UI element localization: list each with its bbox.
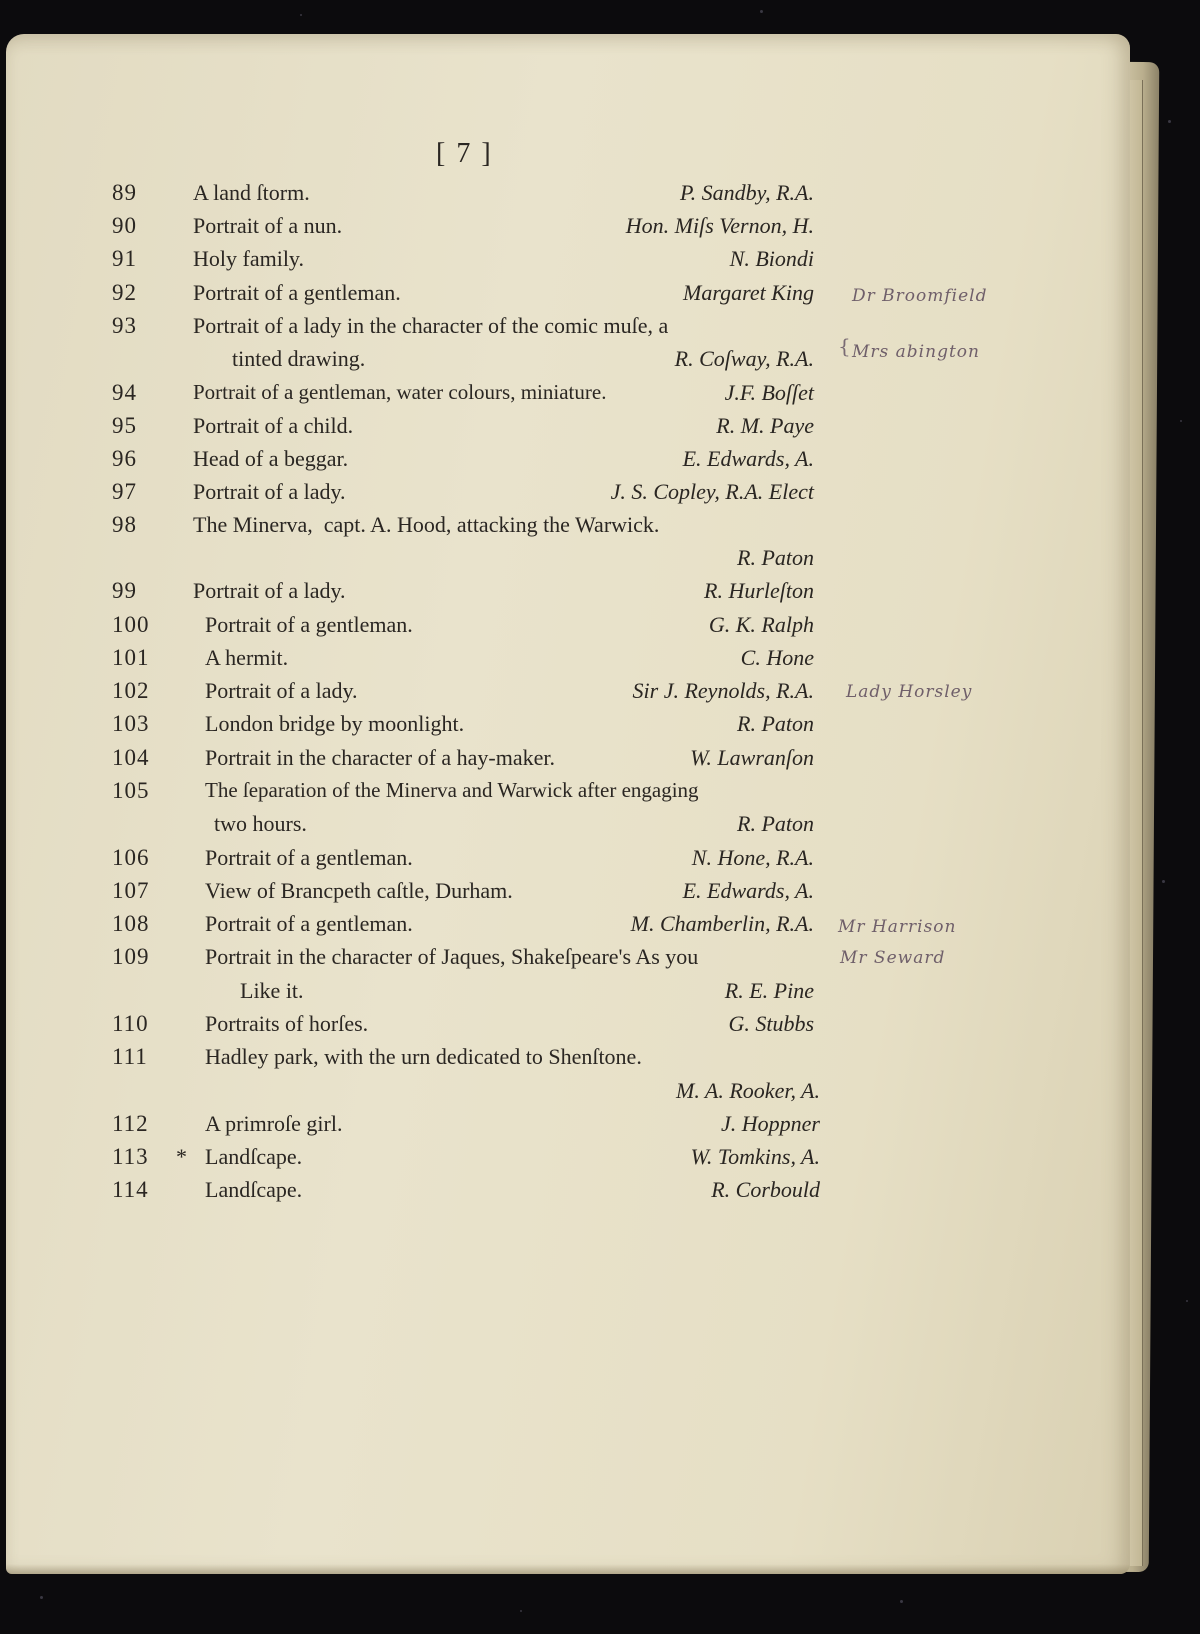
entry-title: A hermit.: [205, 645, 289, 670]
entry-artist: R. Coſway, R.A.: [674, 346, 814, 371]
catalogue-entry: [0, 246, 1200, 280]
brace-mark: {: [838, 334, 851, 358]
catalogue-entry: [0, 612, 1200, 646]
entry-number: 108: [112, 911, 150, 936]
entry-title: The ſeparation of the Minerva and Warwick after engaging: [205, 778, 699, 802]
catalogue-entry: [0, 446, 1200, 480]
catalogue-entry: [0, 413, 1200, 447]
catalogue-entry: [0, 678, 1200, 712]
entry-number: 99: [112, 578, 137, 603]
entry-title: Portrait of a gentleman, water colours, miniature.: [193, 380, 607, 404]
entry-artist: P. Sandby, R.A.: [679, 180, 814, 205]
catalogue-entry: [0, 745, 1200, 779]
entry-artist: W. Tomkins, A.: [690, 1144, 820, 1169]
handwritten-note: Mr Seward: [840, 948, 946, 968]
entry-artist: N. Biondi: [729, 246, 814, 271]
entry-artist: R. Paton: [737, 711, 814, 736]
entry-title: Portrait of a gentleman.: [205, 612, 413, 637]
entry-title: Portrait of a lady.: [193, 578, 346, 603]
entry-artist: W. Lawranſon: [690, 745, 814, 770]
catalogue-entry: [0, 845, 1200, 879]
entry-number: 102: [112, 678, 150, 703]
entry-number: 104: [112, 745, 150, 770]
entry-title: Portrait of a gentleman.: [193, 280, 401, 305]
entry-artist: N. Hone, R.A.: [691, 845, 814, 870]
entry-number: 97: [112, 479, 137, 504]
entry-artist: Hon. Miſs Vernon, H.: [625, 213, 814, 238]
entry-artist: Sir J. Reynolds, R.A.: [632, 678, 814, 703]
catalogue-entry: [0, 711, 1200, 745]
catalogue-entry: [0, 944, 1200, 978]
entry-artist: R. Paton: [737, 545, 814, 570]
catalogue-entry-continued: [0, 545, 1200, 579]
entry-title: Portrait of a lady.: [205, 678, 358, 703]
entry-number: 98: [112, 512, 137, 537]
page-number: [ 7 ]: [436, 138, 493, 169]
entry-number: 100: [112, 612, 150, 637]
entry-number: 92: [112, 280, 137, 305]
catalogue-entry: [0, 1044, 1200, 1078]
entry-number: 103: [112, 711, 150, 736]
handwritten-note: Mrs abington: [852, 342, 980, 362]
catalogue-entry: [0, 180, 1200, 214]
entry-title: A land ſtorm.: [193, 180, 310, 205]
catalogue-entry: [0, 778, 1200, 812]
entry-number: 114: [112, 1177, 149, 1202]
catalogue-entry: [0, 1111, 1200, 1145]
entry-artist: E. Edwards, A.: [682, 446, 814, 471]
handwritten-note: Dr Broomfield: [852, 286, 988, 306]
entry-title: Hadley park, with the urn dedicated to Shenſtone.: [205, 1044, 642, 1069]
entry-title-continued: two hours.: [214, 811, 307, 836]
entry-number: 95: [112, 413, 137, 438]
catalogue-entry-continued: [0, 1078, 1200, 1112]
catalogue-entry: [0, 911, 1200, 945]
catalogue-entry: [0, 280, 1200, 314]
entry-number: 112: [112, 1111, 149, 1136]
entry-title: View of Brancpeth caſtle, Durham.: [205, 878, 513, 903]
catalogue-entry: [0, 380, 1200, 414]
entry-number: 106: [112, 845, 150, 870]
entry-artist: R. E. Pine: [724, 978, 814, 1003]
entry-title: Portrait of a lady in the character of the comic muſe, a: [193, 313, 669, 338]
handwritten-note: Mr Harrison: [838, 917, 957, 937]
entry-artist: J. Hoppner: [721, 1111, 820, 1136]
entry-artist: R. Corbould: [711, 1177, 820, 1202]
catalogue-entry: [0, 512, 1200, 546]
asterisk-mark: *: [176, 1144, 187, 1169]
entry-number: 90: [112, 213, 137, 238]
entry-artist: R. M. Paye: [716, 413, 814, 438]
entry-number: 109: [112, 944, 150, 969]
entry-artist: R. Hurleſton: [704, 578, 814, 603]
entry-number: 94: [112, 380, 137, 405]
entry-number: 105: [112, 778, 150, 803]
entry-artist: E. Edwards, A.: [682, 878, 814, 903]
entry-artist: G. K. Ralph: [708, 612, 814, 637]
entry-artist: J. S. Copley, R.A. Elect: [610, 479, 814, 504]
entry-artist: C. Hone: [740, 645, 814, 670]
catalogue-entry: [0, 313, 1200, 347]
catalogue-entry: [0, 213, 1200, 247]
entry-title-continued: Like it.: [240, 978, 304, 1003]
entry-number: 113: [112, 1144, 149, 1169]
entry-title: Portrait in the character of Jaques, Shakeſpeare's As you: [205, 944, 699, 969]
entry-number: 110: [112, 1011, 149, 1036]
entry-title: Portrait of a gentleman.: [205, 845, 413, 870]
entry-artist: M. A. Rooker, A.: [676, 1078, 820, 1103]
entry-number: 96: [112, 446, 137, 471]
entry-title: A primroſe girl.: [205, 1111, 343, 1136]
catalogue-entry: [0, 1177, 1200, 1211]
entry-number: 93: [112, 313, 137, 338]
entry-number: 101: [112, 645, 150, 670]
catalogue-entry-continued: [0, 334, 1200, 380]
catalogue-entry: [0, 578, 1200, 612]
entry-title: Holy family.: [193, 246, 304, 271]
catalogue-entry: [0, 645, 1200, 679]
catalogue-entry: [0, 878, 1200, 912]
entry-title: The Minerva, capt. A. Hood, attacking the Warwick.: [193, 512, 660, 537]
catalogue-entry: [0, 479, 1200, 513]
catalogue-entry: [0, 1011, 1200, 1045]
handwritten-note: Lady Horsley: [846, 682, 973, 702]
entry-title: Portrait of a nun.: [193, 213, 343, 238]
entry-title: Portraits of horſes.: [205, 1011, 369, 1036]
catalogue-entry: [0, 1144, 1200, 1178]
entry-artist: R. Paton: [737, 811, 814, 836]
entry-title: Landſcape.: [205, 1144, 303, 1169]
entry-title: Portrait in the character of a hay-maker.: [205, 745, 556, 770]
entry-number: 91: [112, 246, 137, 271]
entry-title-continued: tinted drawing.: [232, 346, 366, 371]
entry-artist: M. Chamberlin, R.A.: [630, 911, 814, 936]
entry-number: 111: [112, 1044, 148, 1069]
entry-number: 89: [112, 180, 137, 205]
entry-artist: Margaret King: [683, 280, 814, 305]
catalogue-entry-continued: [0, 978, 1200, 1012]
entry-title: Head of a beggar.: [193, 446, 349, 471]
catalogue-entry-continued: [0, 811, 1200, 845]
entry-title: Portrait of a gentleman.: [205, 911, 413, 936]
entry-title: London bridge by moonlight.: [205, 711, 465, 736]
entry-artist: J.F. Boſſet: [724, 380, 814, 405]
entry-title: Portrait of a child.: [193, 413, 354, 438]
entry-number: 107: [112, 878, 150, 903]
entry-title: Landſcape.: [205, 1177, 303, 1202]
entry-artist: G. Stubbs: [728, 1011, 814, 1036]
entry-title: Portrait of a lady.: [193, 479, 346, 504]
